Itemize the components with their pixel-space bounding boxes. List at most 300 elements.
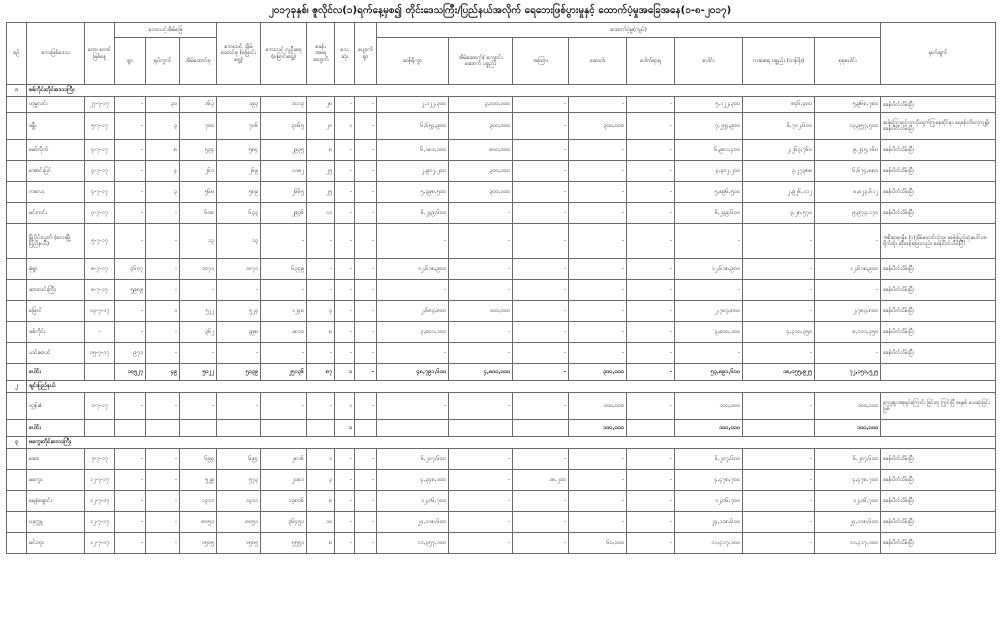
cell-a-total: ၃,၃၀၂,၂၀၀ <box>675 161 743 182</box>
cell-a-medicine: - <box>569 161 627 182</box>
section-row <box>7 437 996 449</box>
cell-ward: ၁ <box>146 301 180 322</box>
cell-a-other: - <box>627 364 675 381</box>
cell-household: ၂၆၁ <box>180 161 217 182</box>
report-title: ၂၀၁၇ခုနှစ်၊ ဇူလိုင်လ(၁)ရက်နေ့မှစ၍ တိုင်းဒေသကြီး/ပြည်နယ်အလိုက် ရေဘေးဖြစ်ပွားမှုနှင့် ထောက်ပံ့မှုအခြေအနေ(၁-၈-၂၀၁၇) <box>268 5 732 16</box>
header-remark: မှတ်ချက် <box>881 23 996 85</box>
cell-village: ၄၆၀၇ <box>115 259 146 280</box>
cell-a-house: ၃၀၀,၀၀၀ <box>449 161 513 182</box>
cell-camps: ၃ <box>307 301 335 322</box>
cell-hh: ၁၃ <box>217 224 261 259</box>
cell-remark: ကျေးရွာအစုရှင်ကြောင်း ခြင်းတူ ကြွင်းပြီ ရေနစ် သေဆုံးခြင်း ဖြစ် <box>881 393 996 420</box>
cell-a-total: ၅၃,၈၉၁,၆၀၀ <box>675 364 743 381</box>
cell-village: - <box>115 140 146 161</box>
cell-camps: ၈ <box>307 533 335 554</box>
cell-date: ၅-၇-၁၇ <box>85 113 115 140</box>
cell-a-other: - <box>627 113 675 140</box>
cell-date: ၁၂-၇-၁၇ <box>85 491 115 512</box>
cell-remark: ခေန်းပိတ်သိမ်းပြီး <box>881 470 996 491</box>
cell-a-medicine: - <box>569 97 627 113</box>
cell-persons: ၁၁၈၂ <box>261 161 307 182</box>
cell-missing: - <box>355 224 377 259</box>
cell-area: ကလေး <box>27 182 85 203</box>
header-missing: ပျောက် ရှာ <box>355 23 377 85</box>
cell-remark: ခေန်းပိတ်သိမ်းပြီး <box>881 161 996 182</box>
cell-camps: ၃ <box>307 470 335 491</box>
cell-date: ၄-၇-၁၇ <box>85 203 115 224</box>
table-row <box>7 113 996 140</box>
cell-dead: - <box>335 97 355 113</box>
cell-village: - <box>115 113 146 140</box>
cell-remark: ခေန်းပိတ်သိမ်းပြီး <box>881 322 996 343</box>
cell-persons: ၂၆၆၅ <box>261 182 307 203</box>
cell-hh: - <box>217 343 261 364</box>
cell-a-medicine: - <box>569 224 627 259</box>
cell-ward <box>146 420 180 437</box>
cell-remark: ခေန်းပိတ်သိမ်းပြီး <box>881 343 996 364</box>
header-assist-group: ထောက်ပံ့မှု(ကျပ်) <box>377 23 881 38</box>
cell-ward: ၄၉ <box>146 364 180 381</box>
cell-a-cloth: - <box>513 182 569 203</box>
flood-relief-table <box>6 22 996 554</box>
cell-a-house: - <box>449 203 513 224</box>
cell-camps: ၁၁ <box>307 203 335 224</box>
cell-a-grand: ၁၂,၀၆,၇၀၀ <box>815 491 881 512</box>
cell-a-other: - <box>627 280 675 301</box>
section-number: ၃ <box>7 437 27 449</box>
cell-village: ၅၉၈၉ <box>115 280 146 301</box>
table-row <box>7 182 996 203</box>
cell-hh: ၁၉၃ <box>217 97 261 113</box>
cell-a-total: - <box>675 224 743 259</box>
cell-sr <box>7 420 27 437</box>
cell-household: ၆၉၄ <box>180 449 217 470</box>
cell-a-medicine: - <box>569 322 627 343</box>
cell-a-donor: ၆,၇၀၂,၆၀၀ <box>743 113 815 140</box>
cell-dead: ၁ <box>335 420 355 437</box>
cell-ward: ၃၀ <box>146 97 180 113</box>
cell-a-cash: ၂,၆၈၃,၈၀၀ <box>377 301 449 322</box>
cell-persons: - <box>261 280 307 301</box>
cell-area: ဆားလင်းကြီး <box>27 280 85 301</box>
cell-camps: ၈ <box>307 322 335 343</box>
cell-camps: ၈ <box>307 491 335 512</box>
cell-household: ၅၃၄ <box>180 140 217 161</box>
cell-a-house: ၃,၀၀၀,၀၀၀ <box>449 97 513 113</box>
cell-a-cloth <box>513 420 569 437</box>
section-row <box>7 85 996 97</box>
cell-a-other: - <box>627 140 675 161</box>
cell-area: ယင်းမာပင် <box>27 343 85 364</box>
cell-ward: - <box>146 491 180 512</box>
cell-a-grand: ၈,၁၁၁,၃၅၀ <box>815 322 881 343</box>
header-persons: ဘေးသင့် လူဦးရေ (မြောင်းရွေ့) <box>261 23 307 85</box>
cell-missing: - <box>355 393 377 420</box>
cell-a-house: - <box>449 393 513 420</box>
cell-a-donor: - <box>743 512 815 533</box>
cell-village: - <box>115 470 146 491</box>
cell-sr <box>7 224 27 259</box>
cell-a-cloth: - <box>513 113 569 140</box>
cell-sr <box>7 280 27 301</box>
cell-sr <box>7 203 27 224</box>
cell-household: ၅၀၂၂ <box>180 364 217 381</box>
cell-a-cash: ၆,၂၄၉,၆၀၀ <box>377 203 449 224</box>
cell-date: ၈-၇-၁၇ <box>85 280 115 301</box>
cell-a-cloth: - <box>513 203 569 224</box>
cell-a-house: - <box>449 343 513 364</box>
cell-a-cloth: - <box>513 449 569 470</box>
cell-ward: - <box>146 449 180 470</box>
cell-ward: ၃ <box>146 182 180 203</box>
cell-area: မင်းဘူး <box>27 533 85 554</box>
cell-a-total: - <box>675 343 743 364</box>
header-household: အိမ်ထောင်စု <box>180 38 217 85</box>
cell-a-house: ၃၀၀,၀၀၀ <box>449 182 513 203</box>
header-a-other: ဒေါက်ရာရ <box>627 38 675 85</box>
cell-a-total: ၄,၄၇၈,၇၀၀ <box>675 470 743 491</box>
cell-a-donor: - <box>743 224 815 259</box>
cell-a-other <box>627 420 675 437</box>
cell-sr <box>7 470 27 491</box>
cell-a-house: - <box>449 259 513 280</box>
section-number: ၁ <box>7 85 27 97</box>
cell-a-house <box>449 420 513 437</box>
header-village: ရွာ <box>115 38 146 85</box>
cell-a-medicine: ၁၀၀,၀၀၀ <box>569 420 627 437</box>
cell-area: ပေါင်း <box>27 420 85 437</box>
cell-area: မြောင် <box>27 301 85 322</box>
cell-a-cash: ၂,၉၀၂,၂၀၀ <box>377 161 449 182</box>
table-row <box>7 203 996 224</box>
cell-village: - <box>115 97 146 113</box>
cell-a-medicine: - <box>569 491 627 512</box>
cell-a-house: - <box>449 280 513 301</box>
cell-area: မကွေး <box>27 470 85 491</box>
cell-date: - <box>85 322 115 343</box>
cell-dead: - <box>335 224 355 259</box>
cell-camps <box>307 420 335 437</box>
header-date: ဘေး စတင် ဖြစ်နေ့ <box>85 23 115 85</box>
cell-area: ဟုမ္မလင်း <box>27 97 85 113</box>
cell-a-total: ၃,၈၀၀,၁၀၀ <box>675 322 743 343</box>
section-row <box>7 381 996 393</box>
cell-household: ၅၂၉ <box>180 470 217 491</box>
cell-persons <box>261 420 307 437</box>
cell-date: ၁၂-၇-၁၇ <box>85 512 115 533</box>
header-a-medicine: ဆေးဝါး <box>569 38 627 85</box>
cell-hh: ၇၀၆ <box>217 113 261 140</box>
cell-a-total: ၇,၂၅၄,၉၀၀ <box>675 113 743 140</box>
cell-hh: ၃၉၈ <box>217 322 261 343</box>
cell-a-cloth: - <box>513 533 569 554</box>
cell-a-cloth: ၁၈,၂၀၀ <box>513 470 569 491</box>
cell-a-cash: ၄,၃၄၈,၁၀၀ <box>377 470 449 491</box>
table-row <box>7 491 996 512</box>
cell-a-house: ၃၀၀,၀၀၀ <box>449 113 513 140</box>
cell-a-cash: ၆,၆၅၄,၉၀၀ <box>377 113 449 140</box>
cell-persons: ၃၀၆၅ <box>261 113 307 140</box>
cell-household: ၇၀၀ <box>180 113 217 140</box>
cell-a-donor: ၄,၃၁၀,၃၅၀ <box>743 322 815 343</box>
cell-village: - <box>115 449 146 470</box>
cell-hh: ၁၅၀၅ <box>217 533 261 554</box>
cell-a-grand: ၄,၄၇၈,၇၀၀ <box>815 470 881 491</box>
cell-a-grand: ၁၀၀,၀၀၀ <box>815 420 881 437</box>
cell-a-house: - <box>449 322 513 343</box>
cell-a-total: ၁၂,၀၆,၇၀၀ <box>675 491 743 512</box>
section-name: ချင်းပြည်နယ် <box>27 381 996 393</box>
cell-a-cash: ၃,၈၀၁,၁၀၀ <box>377 322 449 343</box>
cell-camps: ၂၅ <box>307 161 335 182</box>
cell-remark: ခေန်းပိတ်သိမ်းပြီး <box>881 97 996 113</box>
cell-a-other: - <box>627 470 675 491</box>
cell-date: ၄-၇-၁၇ <box>85 140 115 161</box>
cell-a-cash: ၂,၁၂၂,၃၀၀ <box>377 97 449 113</box>
cell-remark: ခေန်းပိတ်သိမ်းပြီး <box>881 301 996 322</box>
cell-area: တွန်းဇံ <box>27 393 85 420</box>
cell-camps: - <box>307 280 335 301</box>
cell-a-total: ၁၀၀,၀၀၀ <box>675 420 743 437</box>
cell-ward: - <box>146 512 180 533</box>
cell-date: ၁၂-၇-၁၇ <box>85 533 115 554</box>
cell-a-donor: - <box>743 449 815 470</box>
table-row <box>7 449 996 470</box>
cell-ward: ၃ <box>146 113 180 140</box>
cell-hh: ၂၆၉ <box>217 161 261 182</box>
cell-a-medicine: - <box>569 470 627 491</box>
header-row-2 <box>7 38 996 85</box>
cell-a-other: - <box>627 182 675 203</box>
cell-date: ၁၅-၇-၁၇ <box>85 343 115 364</box>
cell-date: ၁၃-၇-၁၇ <box>85 301 115 322</box>
header-shelter-group: ဘေးသင့်အိမ်ခြေ <box>115 23 217 38</box>
cell-a-grand: ၇၂,၁၅၁,၅၂၅ <box>815 364 881 381</box>
cell-ward: - <box>146 533 180 554</box>
cell-village: - <box>115 301 146 322</box>
cell-a-other: - <box>627 97 675 113</box>
cell-hh: ၆၉၄ <box>217 449 261 470</box>
cell-sr <box>7 491 27 512</box>
cell-dead: - <box>335 301 355 322</box>
cell-area: မော်လိုက် <box>27 140 85 161</box>
cell-sr <box>7 301 27 322</box>
cell-a-grand: ၂၄,၁၁၈,၆၀၀ <box>815 512 881 533</box>
cell-ward: - <box>146 343 180 364</box>
cell-ward: - <box>146 322 180 343</box>
header-ward: ရပ်ကွက် <box>146 38 180 85</box>
cell-a-house: ၈၀၀,၀၀၀ <box>449 140 513 161</box>
cell-dead: ၁ <box>335 364 355 381</box>
section-name: စစ်ကိုင်းတိုင်းဒေသကြီး <box>27 85 996 97</box>
cell-remark: ဆန်ကြွေ့ဆင့်လာသိုးထွက်ကြွနေဆိုင်ရာ ရေခန်းဘိလေ့ကျရှိ။ ခေန်းပိတ်သိမ်းပြီး <box>881 113 996 140</box>
cell-a-house: - <box>449 224 513 259</box>
cell-remark: ခေန်းပိတ်သိမ်းပြီး <box>881 512 996 533</box>
cell-date: ၂၇-၇-၁၇ <box>85 97 115 113</box>
cell-sr <box>7 97 27 113</box>
cell-a-grand: ၁၁,၄၁၇,၁၀၀ <box>815 533 881 554</box>
section-name: မကွေးတိုင်းဒေသကြီး <box>27 437 996 449</box>
cell-missing: - <box>355 512 377 533</box>
cell-persons: - <box>261 393 307 420</box>
cell-a-other: - <box>627 393 675 420</box>
cell-persons: ၁၀၁၃ <box>261 97 307 113</box>
section-number: ၂ <box>7 381 27 393</box>
cell-village: - <box>115 512 146 533</box>
cell-hh: ၈၀၅၁ <box>217 512 261 533</box>
cell-village: - <box>115 182 146 203</box>
cell-household: ၈၀၅၁ <box>180 512 217 533</box>
cell-village: ၁၀၅၂၇ <box>115 364 146 381</box>
cell-a-total: ၂,၇၈၃,၈၀၀ <box>675 301 743 322</box>
cell-remark: အစိုးရာရာနှိုး။ (၁)အိမ်ထောင်လှဲသူ။ ခေန်းပြည့်ထုံးပေါင်းအရိုက်ထုံး ဆိုခေန်းမြောလည်။ ခေန်းပိတ်သိမ်းပြီး <box>881 224 996 259</box>
cell-camps: ၁ <box>307 449 335 470</box>
cell-a-total: ၁၁,၄၁၇,၁၀၀ <box>675 533 743 554</box>
cell-a-other: - <box>627 322 675 343</box>
cell-hh: - <box>217 393 261 420</box>
cell-camps: ၂၈ <box>307 97 335 113</box>
cell-hh: ၅၈၄ <box>217 140 261 161</box>
cell-a-grand: ၁၃,၉၅၇,၅၀၀ <box>815 113 881 140</box>
cell-camps: - <box>307 259 335 280</box>
cell-a-donor: - <box>743 280 815 301</box>
cell-dead: - <box>335 259 355 280</box>
cell-a-medicine: - <box>569 182 627 203</box>
cell-area: အောင်းပြင် <box>27 161 85 182</box>
cell-ward: ၄ <box>146 161 180 182</box>
cell-a-other: - <box>627 259 675 280</box>
cell-a-cloth: - <box>513 393 569 420</box>
table-row <box>7 140 996 161</box>
cell-persons: ၂၅၁၃၆ <box>261 364 307 381</box>
cell-a-medicine: - <box>569 301 627 322</box>
cell-a-donor: - <box>743 343 815 364</box>
header-a-house: အိမ်ဆောက်/ ကျောင်းဆောက် ပစ္စည်း <box>449 38 513 85</box>
cell-household: ၁၀၇၁ <box>180 259 217 280</box>
table-row <box>7 343 996 364</box>
cell-persons: ၂၈၁၆ <box>261 449 307 470</box>
cell-a-donor: ၁၈,၀၅၅,၉၂၅ <box>743 364 815 381</box>
cell-a-cash: ၁၂,၀၆,၇၀၀ <box>377 491 449 512</box>
cell-village <box>115 420 146 437</box>
cell-a-total: ၁၂,၆၁၈,၉၀၀ <box>675 259 743 280</box>
cell-remark: ခေန်းပိတ်သိမ်းပြီး <box>881 280 996 301</box>
cell-a-medicine: - <box>569 203 627 224</box>
cell-a-donor: ၂,၉၂၆,၁၁၂ <box>743 182 815 203</box>
total-row <box>7 420 996 437</box>
cell-a-medicine: ၃၀၀,၀၀၀ <box>569 113 627 140</box>
cell-persons: ၁၈၁၀ <box>261 322 307 343</box>
cell-a-cash: ၁၁,၃၅၇,၁၀၀ <box>377 533 449 554</box>
header-row-1 <box>7 23 996 38</box>
table-row <box>7 97 996 113</box>
cell-a-donor: ၃,၂၇၃၈၈ <box>743 161 815 182</box>
cell-date: ၄-၇-၁၇ <box>85 182 115 203</box>
cell-dead: - <box>335 533 355 554</box>
cell-remark: ခေန်းပိတ်သိမ်းပြီး <box>881 140 996 161</box>
cell-a-cloth: - <box>513 280 569 301</box>
cell-a-donor <box>743 420 815 437</box>
cell-a-total: ၂၄,၁၁၈,၆၀၀ <box>675 512 743 533</box>
cell-ward: - <box>146 470 180 491</box>
cell-a-medicine: - <box>569 449 627 470</box>
cell-persons: ၆၃၄၉ <box>261 259 307 280</box>
cell-missing: - <box>355 259 377 280</box>
cell-household: - <box>180 280 217 301</box>
table-row <box>7 161 996 182</box>
cell-dead: - <box>335 140 355 161</box>
cell-ward: - <box>146 259 180 280</box>
cell-persons: ၅၅၅၁ <box>261 533 307 554</box>
cell-remark: ခေန်းပိတ်သိမ်းပြီး <box>881 182 996 203</box>
cell-missing: - <box>355 203 377 224</box>
cell-a-medicine: - <box>569 512 627 533</box>
cell-household: ၁၃၁၁ <box>180 491 217 512</box>
cell-missing: - <box>355 161 377 182</box>
table-row <box>7 280 996 301</box>
cell-date: ၁-၇-၁၇ <box>85 393 115 420</box>
cell-ward: - <box>146 203 180 224</box>
cell-a-donor: - <box>743 301 815 322</box>
table-row <box>7 533 996 554</box>
cell-a-grand: - <box>815 280 881 301</box>
header-a-total: ပေါင်း <box>675 38 743 85</box>
cell-a-grand: ၁၂,၆၁၈,၉၀၀ <box>815 259 881 280</box>
cell-a-other: - <box>627 449 675 470</box>
cell-date: ၇-၇-၁၇ <box>85 449 115 470</box>
cell-dead: - <box>335 512 355 533</box>
cell-a-donor: - <box>743 470 815 491</box>
cell-a-other: - <box>627 301 675 322</box>
cell-camps: - <box>307 224 335 259</box>
cell-hh: ၅၂၃ <box>217 301 261 322</box>
cell-hh: ၅၇၃ <box>217 470 261 491</box>
cell-persons: ၂၉၃၅ <box>261 140 307 161</box>
cell-a-medicine: - <box>569 140 627 161</box>
cell-a-other: - <box>627 343 675 364</box>
cell-household: ၅၆၈ <box>180 182 217 203</box>
cell-sr <box>7 393 27 420</box>
cell-household: ၁၅၀၅ <box>180 533 217 554</box>
header-area: ဘေးဖြစ်ဒေသ <box>27 23 85 85</box>
cell-a-medicine: - <box>569 280 627 301</box>
cell-a-total: ၆,၂၄၉,၆၀၀ <box>675 203 743 224</box>
cell-a-house: - <box>449 533 513 554</box>
table-row <box>7 512 996 533</box>
cell-dead: - <box>335 343 355 364</box>
table-row <box>7 470 996 491</box>
cell-a-grand: ၅,၉၆၈,၇၈၀ <box>815 97 881 113</box>
cell-missing: - <box>355 97 377 113</box>
cell-a-grand: ၉,၂၄၅,၁၆၀ <box>815 140 881 161</box>
cell-area: ပခုက္ကူ <box>27 512 85 533</box>
cell-a-cash: - <box>377 343 449 364</box>
cell-a-house: ၄,၈၀၀,၀၀၀ <box>449 364 513 381</box>
cell-dead: ၁ <box>335 393 355 420</box>
cell-date <box>85 364 115 381</box>
cell-village: - <box>115 322 146 343</box>
cell-village: ၉၇၁ <box>115 343 146 364</box>
cell-dead: ၁ <box>335 113 355 140</box>
cell-a-cloth: - <box>513 364 569 381</box>
cell-persons: - <box>261 343 307 364</box>
cell-missing: - <box>355 182 377 203</box>
cell-a-cloth: - <box>513 491 569 512</box>
cell-remark <box>881 364 996 381</box>
header-dead: သေ ဆုံး <box>335 23 355 85</box>
cell-area: ရေနံချောင်း <box>27 491 85 512</box>
header-camps: စခန်း အရေ အတွက် <box>307 23 335 85</box>
